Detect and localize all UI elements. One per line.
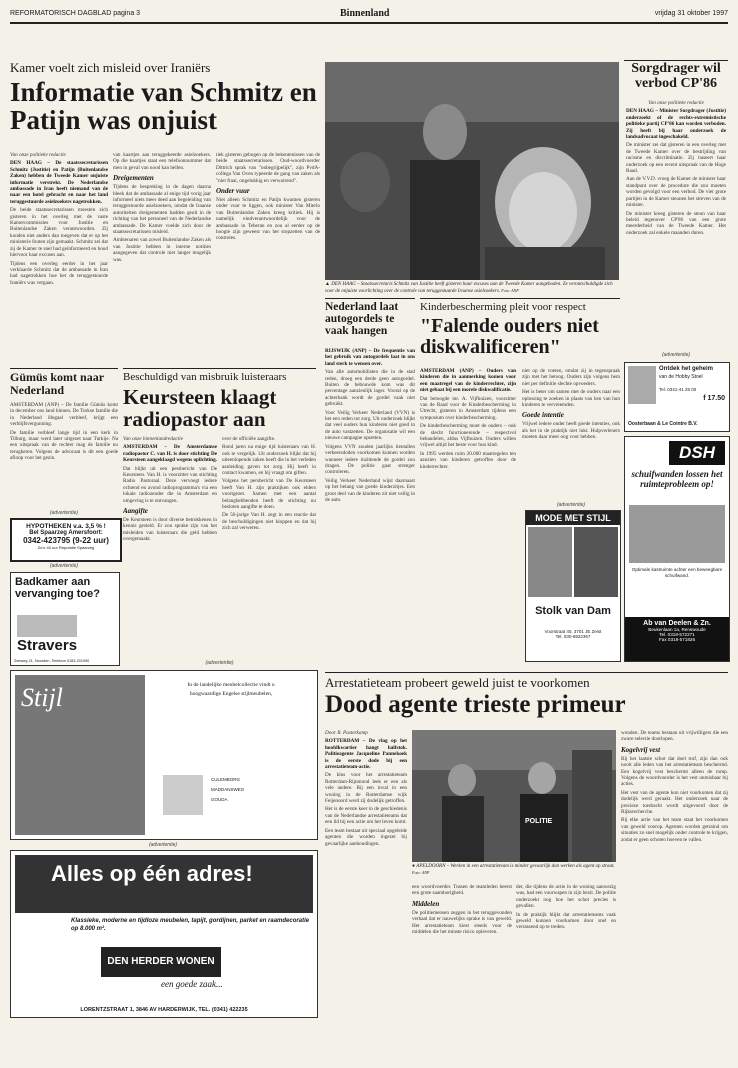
- kinderbescherming-lead: AMSTERDAM (ANP) – Ouders van kinderen die in aanmerking komen voor een maatregel van de kinderrechter, zijn niet gebaat bij een morele diskwalificatie.: [420, 368, 516, 394]
- sorgdrager-lead: DEN HAAG – Minister Sorgdrager (Justitie) onderzoekt of de rechts-extremistische politieke partij CP'86 kan worden verboden. Zij heeft bij haar onderzoek de landsadvocaat ingeschakeld.: [626, 108, 726, 141]
- winkel-ad[interactable]: [624, 362, 730, 432]
- sorgdrager-column: Van onze politieke redactie DEN HAAG – Minister Sorgdrager (Justitie) onderzoekt of de rechts-extremistische politieke partij CP'86 kan worden verboden. Zij heeft bij haar onderzoek de landsadvocaat ingeschakeld. De minister zei dat gisteren in een overleg met de Tweede Kamer over de bestrijding van racisme en discriminatie. Zij baseert haar onderzoek op een recent uitspraak van de Hoge Raad. Aan de V.V.D. vroeg de Kamer de minister haar standpunt over de procedure die zou moeten worden gevolgd voor een verbod. De vier grote partijen in de Kamer steunen het streven van de minister. De minister kreeg gisteren de steun van haar beleid tegenover CP'86 van een grote meerderheid van de Tweede Kamer. Het onderzoek zal enkele maanden duren.: [626, 100, 726, 236]
- dsh-fax: Fax 0318-571826: [658, 637, 695, 642]
- keursteen-headline: Keursteen klaagt radiopastor aan: [123, 385, 277, 432]
- dsh-ad[interactable]: [624, 436, 730, 662]
- dsh-image: [629, 505, 725, 563]
- badkamer-title: Badkamer aan vervanging toe?: [15, 576, 100, 600]
- gumus-headline: Gümüs komt naar Nederland: [10, 370, 104, 397]
- masthead-left: REFORMATORISCH DAGBLAD pagina 3: [10, 10, 141, 17]
- dsh-street: Beukenlaan 1a, Renswoude: [648, 627, 706, 632]
- badkamer-image: [17, 615, 77, 637]
- lead-intro: DEN HAAG – De staatssecretarissen Schmitz (Justitie) en Patijn (Buitenlandse Zaken) hebben de Tweede Kamer onjuiste informatie verstrekt. De Nederlandse ambassade in Iran heeft niemand van de naar een hotel gebracht en naar het land teruggestuurde asielzoekers nagetrokken.: [10, 160, 108, 205]
- alles-brand: DEN HERDER WONEN: [101, 947, 221, 977]
- agente-column-3: der, die tijdens de actie in de woning aanwezig was, had een vuurwapen in zijn bezit. De politie onderzoekt nog hoe het schot precies is gevallen. In de praktijk blijkt dat arrestatieteams vaak geweld kunnen voorkomen door snel en verrassend op te treden.: [516, 884, 616, 931]
- keursteen-lead: AMSTERDAM – De Amsterdamse radiopastor C. van H. is door stichting De Keursteen aangeklaagd wegens oplichting.: [123, 444, 217, 464]
- mode-brand: Stolk van Dam: [535, 605, 611, 617]
- lead-column-2: van kaartjes aan teruggekeerde asielzoekers. Op die kaartjes staat een telefoonnummer dat men in geval van nood kan bellen. Dreigementen Tijdens de bespreking in de dagen daarna bleek dat de ambassade al enige tijd vorig jaar informeel niets meer deed aan begeleiding van teruggestuurde asielzoekers, omdat de Iraanse autoriteiten dreigementen hadden geuit in de richting van het personeel van de Nederlandse ambassade. De Kamer voelde zich door de staatssecretarissen misleid. Ambtenaren van zowel Buitenlandse Zaken als van Justitie hebben in interne notities aangegeven dat controle niet langer mogelijk was.: [113, 152, 211, 263]
- lead-subhead-1: Dreigementen: [113, 174, 154, 183]
- keursteen-column-2: over de officiële aangifte. Rond jaren na enige tijd luisteraars van H. ook te vergelijk. Uit onderzoek blijkt dat hij uiteenlopende zaken heeft die in het verleden aanleiding gaven tot zorg. Hij heeft in contact kwamen, en hij vraagt om giften. Volgens het persbericht van De Keursteen heeft Van H. zijn praktijken ook elders voortgezet. Samen met een aantal belanghebbenden heeft de stichting nu besloten aangifte te doen. De 56-jarige Van H. zegt in een reactie dat de beschuldigingen niet kloppen en dat hij zich zal verweren.: [222, 436, 316, 532]
- autogordels-lead: RIJSWIJK (ANP) – De frequentie van het gebruik van autogordels laat in ons land sterk te wensen over.: [325, 348, 415, 367]
- stijl-branches: [211, 775, 244, 805]
- photo-caption: ▲ DEN HAAG – Staatssecretaris Schmitz van Justitie heeft gisteren haar excuses aan de Tweede Kamer aangeboden. Ze verontschuldigde zich voor de onjuiste voorlichting over de controle van teruggestuurde Iraanse asielzoekers. Foto: ANP: [325, 282, 613, 294]
- agente-column-2: een woordvoerder. Tussen de teamleden heerst een grote saamhorigheid. Middelen De politiemensen zeggen in het teruggevonden verhaal dat er nauwelijks sprake is van geweld. Het arrestatieteam kiest steeds voor de middelen die het minste risico opleveren.: [412, 884, 512, 936]
- stijl-line1: In de landelijke meubelcollectie vindt u: [187, 682, 275, 688]
- keursteen-subhead: Aangifte: [123, 507, 148, 516]
- mode-title: MODE MET STIJL: [526, 511, 620, 525]
- agente-subhead-1: Middelen: [412, 899, 440, 908]
- mode-phone: Tel. 030-6922367: [555, 634, 591, 639]
- adv-label-4: (advertentie): [205, 660, 234, 666]
- photo-schmitz-svg: [325, 62, 619, 280]
- hypotheken-ad[interactable]: [10, 518, 122, 562]
- gumus-column: AMSTERDAM (ANP) – De familie Gümüs komt in december ons land binnen. De Turkse familie die in Nederland illegaal verbleef, krijgt een verblijfsvergunning. De familie verbleef lange tijd in een kerk in Tilburg, maar werd later uitgezet naar Turkije. Na een uitspraak van de rechter mag de familie nu terugkeren. Volgens de advocaat is dit een goede afloop voor het gezin.: [10, 402, 118, 462]
- photo-credit: Foto: ANP: [501, 288, 519, 293]
- stijl-line4: MADDANSWEG: [211, 787, 245, 792]
- lead-byline: Van onze politieke redactie: [10, 152, 66, 158]
- masthead-date: vrijdag 31 oktober 1997: [654, 10, 728, 17]
- divider: [325, 298, 415, 299]
- adv-label-6: (advertentie): [148, 842, 178, 848]
- dsh-brand: Ab van Deelen & Zn.: [643, 620, 711, 627]
- lead-headline: Informatie van Schmitz en Patijn was onjuist: [10, 77, 317, 136]
- hypo-line1: HYPOTHEKEN v.a. 3,5 % !: [26, 523, 106, 530]
- kinderbescherming-kicker: Kinderbescherming pleit voor respect: [420, 301, 586, 313]
- adv-label-2: (advertentie): [49, 510, 79, 516]
- dsh-slogan: schuifwanden lossen het ruimteprobleem op!: [631, 469, 723, 489]
- agente-headline: Dood agente trieste primeur: [325, 691, 626, 718]
- badkamer-address: Zeeweg 21, Noorden, Telefoon 0183-201090: [14, 659, 90, 663]
- alles-subtitle: Klassieke, moderne en tijdloze meubelen, tapijt, gordijnen, parket en raamdecoratie op 8.000 m².: [71, 918, 310, 932]
- keursteen-kicker: Beschuldigd van misbruik luisteraars: [123, 371, 287, 383]
- mode-address: Voorstraat 40, 3701 JE Zeist: [544, 629, 602, 634]
- masthead: [10, 8, 728, 24]
- agente-column-4: wonden. De teams bestaan uit vrijwilligers die een zware selectie doorlopen. Kogelvrij vest Bij het laatste schot dat doel trof, zijn dan ook nooit alle leden van het arrestatieteam beschermd. Een kogelvrij vest beschermt alleen de romp. Volgens de woordvoerder is het vest onmisbaar bij acties. Het vest van de agente kon niet voorkomen dat zij dodelijk werd geraakt. Het onderzoek naar de precieze toedracht wordt uitgevoerd door de Rijksrecherche. Bij elke actie van het team staat het voorkomen van geweld voorop. Agenten worden getraind om situaties zo snel mogelijk onder controle te krijgen, zodat er geen schoten hoeven te vallen.: [621, 730, 728, 843]
- winkel-phone: Tel. 0341-41 26 00: [659, 387, 697, 392]
- keursteen-column-1: Van onze binnenlandredactie AMSTERDAM – De Amsterdamse radiopastor C. van H. is door stichting De Keursteen aangeklaagd wegens oplichting. Dat blijkt uit een persbericht van De Keursteen. Van H. is voorzitter van stichting Radio Pastoraal. Deze vervoegt iedere ochtend en avond radioprogramma's via een lokale radiozender die in Amsterdam en omgeving is te ontvangen. Aangifte De Keursteen is door diverse betrokkenen in kennis gesteld. Er zou sprake zijn van het misleiden van luisteraars die geld hebben overgemaakt.: [123, 436, 217, 543]
- stijl-logo: [163, 775, 203, 815]
- kinderbescherming-column-2: niet op de voeten, omdat zij in tegenspraak zijn met het betoog. Ouders zijn volgens hem niet per definitie slechte opvoeders. Het is beter om samen met de ouders naar een oplossing te zoeken in plaats van hen van hun kinderen te vervreemden. Goede intentie Vrijwel iedere ouder heeft goede intenties, ook als het in de praktijk niet lukt. Hulpverleners moeten daar meer oog voor hebben.: [522, 368, 620, 441]
- dsh-tel: Tel. 0318-572271: [659, 632, 695, 637]
- stijl-ad[interactable]: [10, 670, 318, 840]
- hypo-line2: Bel Spaarzeg Amersfoort:: [29, 530, 103, 536]
- agente-byline: Door R. Pasterkamp: [325, 730, 368, 736]
- agente-lead: ROTTERDAM – De vlag op het hoofdkwartier hangt halfstok. Politieagente Jacqueline Pannekoek is de eerste dode bij een arrestatieteam-actie.: [325, 738, 407, 771]
- divider: [325, 672, 728, 673]
- stijl-line5: GOUDA: [211, 797, 228, 802]
- divider: [10, 368, 118, 369]
- mode-photo-1: [528, 527, 572, 597]
- stijl-line3: CULEMBORG: [211, 777, 241, 782]
- sorgdrager-byline: Van onze politieke redactie: [648, 100, 704, 106]
- adv-label-1: (advertentie): [661, 352, 691, 358]
- alles-tagline: een goede zaak...: [161, 979, 223, 989]
- divider: [420, 298, 620, 299]
- lead-column-1: Van onze politieke redactie DEN HAAG – De staatssecretarissen Schmitz (Justitie) en Patijn (Buitenlandse Zaken) hebben de Tweede Kamer onjuiste informatie verstrekt. De Nederlandse ambassade in Iran heeft niemand van de naar een hotel gebracht en naar het land teruggestuurde asielzoekers nagetrokken. De beide staatssecretarissen moesten zich gisteren in het overleg met de vaste Kamercommissies voor Justitie en Buitenlandse Zaken verantwoorden. Zij konden niet anders dan toegeven dat er op het ministerie fouten zijn gemaakt. Schmitz zei dat zij de Kamer te snel had geïnformeerd en bood hiervoor haar excuses aan. Tijdens een overleg eerder in het jaar verklaarde Schmitz dat de ambassade in Iran had nagetrokken hoe het de teruggestuurde Iraniërs was vergaan.: [10, 152, 108, 286]
- kinderbescherming-subhead: Goede intentie: [522, 411, 564, 420]
- agente-photo: [412, 730, 616, 862]
- kinderbescherming-column-1: AMSTERDAM (ANP) – Ouders van kinderen die in aanmerking komen voor een maatregel van de kinderrechter, zijn niet gebaat bij een morele diskwalificatie. Dat betoogde mr. A. Vijfhuizen, voorzitter van de Raad voor de Kinderbescherming in Utrecht, gisteren in Amsterdam tijdens een symposium over kinderbescherming. De kinderbescherming moet de ouders – ook de slecht functionerende – respectvol behandelen, aldus Vijfhuizen. Ouders willen vrijwel altijd het beste voor hun kind. In 1995 werden ruim 20.000 maatregelen ten aanzien van kinderen getroffen door de kinderrechter.: [420, 368, 516, 470]
- agente-kicker: Arrestatieteam probeert geweld juist te voorkomen: [325, 675, 590, 690]
- alles-ad[interactable]: [10, 850, 318, 1018]
- dsh-body: Optimale kastruimte achter een beweegbare schuifwand.: [631, 567, 723, 578]
- kinderbescherming-headline: "Falende ouders niet diskwalificeren": [420, 315, 599, 358]
- mode-photos: [526, 525, 620, 599]
- adv-label-5: (advertentie): [556, 502, 586, 508]
- winkel-line2: van de Hobby Stoel: [659, 374, 703, 380]
- sorgdrager-headline: Sorgdrager wil verbod CP'86: [631, 61, 721, 91]
- politie-badge: POLITIE: [525, 818, 553, 825]
- autogordels-headline: Nederland laat autogordels te vaak hangen: [325, 301, 399, 338]
- agente-column-1: Door R. Pasterkamp ROTTERDAM – De vlag op het hoofdkwartier hangt halfstok. Politieagente Jacqueline Pannekoek is de eerste dode bij een arrestatieteam-actie. De klus voor het arrestatieteam Rotterdam-Rijnmond leek er een als vele andere. Bij een inval in een woning in de Rotterdamse wijk Feijenoord werd zij dodelijk getroffen. Het is de eerste keer in de geschiedenis van de Nederlandse arrestatieteams dat een lid bij een actie om het leven komt. Een team bestaat uit speciaal opgeleide agenten die worden ingezet bij gevaarlijke aanhoudingen.: [325, 730, 407, 847]
- dsh-footer: [625, 617, 729, 661]
- autogordels-column: RIJSWIJK (ANP) – De frequentie van het gebruik van autogordels laat in ons land sterk te wensen over. Van alle automobilisten die in de stad reden, droeg een derde geen autogordel. Buiten de bebouwde kom was dit percentage aanzienlijk lager. Vooral op de achterbank wordt de gordel vaak niet gebruikt. Voor Veilig Verkeer Nederland (VVN) is het een reden tot zorg. Uit onderzoek blijkt dat veel ouders hun kinderen niet goed in de auto vastzetten. De organisatie wil een nieuwe campagne opzetten. Volgens VVN zouden jaarlijks tientallen verkeersdoden voorkomen kunnen worden wanneer iedere inzittende de gordel zou dragen. De politie gaat strenger controleren. Veilig Verkeer Nederland wijst daarnaast op het belang van goede kinderzitjes. Een groot deel van de kinderen zit niet veilig in de auto.: [325, 348, 415, 503]
- alles-title: Alles op één adres!: [51, 861, 253, 886]
- winkel-brand: Oosterbaan & Le Cointre B.V.: [628, 421, 698, 427]
- dsh-logo: DSH: [669, 441, 725, 465]
- agente-credit: Foto: ANP: [412, 870, 430, 875]
- section-title: Binnenland: [340, 8, 390, 19]
- lead-subhead-2: Onder vuur: [216, 187, 250, 196]
- badkamer-ad[interactable]: [10, 572, 120, 666]
- agente-photo-svg: [412, 730, 616, 862]
- winkel-price: f 17.50: [703, 395, 725, 402]
- winkel-chair-image: [628, 366, 656, 404]
- stijl-text: [151, 681, 311, 699]
- lead-kicker: Kamer voelt zich misleid over Iraniërs: [10, 60, 211, 75]
- alles-address: LORENTZSTRAAT 1, 3846 AV HARDERWIJK, TEL. (0341) 422235: [80, 1007, 248, 1013]
- badkamer-brand: Stravers: [17, 637, 78, 654]
- agente-subhead-2: Kogelvrij vest: [621, 745, 661, 754]
- hypo-line4: Zo'n 40 uur Reputatie Spaarzeg: [37, 545, 95, 550]
- keursteen-byline: Van onze binnenlandredactie: [123, 436, 184, 442]
- schmitz-photo: [325, 62, 619, 280]
- agente-caption: ● APELDOORN – Werken in een arrestatieteam is minder gevaarlijk dan werken als agent op straat. Foto: ANP: [412, 864, 615, 875]
- stijl-line2: hoogwaardige Engelse stijlmeubelen,: [189, 691, 273, 697]
- hypo-phone: 0342-423795 (9-22 uur): [23, 536, 109, 545]
- mode-ad[interactable]: [525, 510, 621, 662]
- divider: [123, 368, 316, 369]
- winkel-line1: Ontdek het geheim: [659, 366, 714, 372]
- stijl-title: Stijl: [21, 683, 63, 712]
- gumus-text: AMSTERDAM (ANP) – De familie Gümüs komt in december ons land binnen. De Turkse familie die in Nederland illegaal verbleef, krijgt een verblijfsvergunning.: [10, 402, 118, 428]
- mode-photo-2: [574, 527, 618, 597]
- adv-label-3: (advertentie): [49, 563, 79, 569]
- lead-column-3: tiek gisteren gebogen op de bekentenissen van de beide staatssecretarissen. Oud-woordvoerder Dittrich sprak van "onbegrijpelijk", zijn PvdA-collega Van Oven typeerde de gang van zaken als "niet fraai, ongelukkig en verwarrend". Onder vuur Niet alleen Schmitz en Patijn kwamen gisteren onder vuur te liggen, ook minister Van Mierlo van Buitenlandse Zaken kreeg kritiek. Hij is namelijk eindverantwoordelijk voor de ambassade in Teheran en zou al eerder op de hoogte zijn geweest van het stopzetten van de controles.: [216, 152, 320, 242]
